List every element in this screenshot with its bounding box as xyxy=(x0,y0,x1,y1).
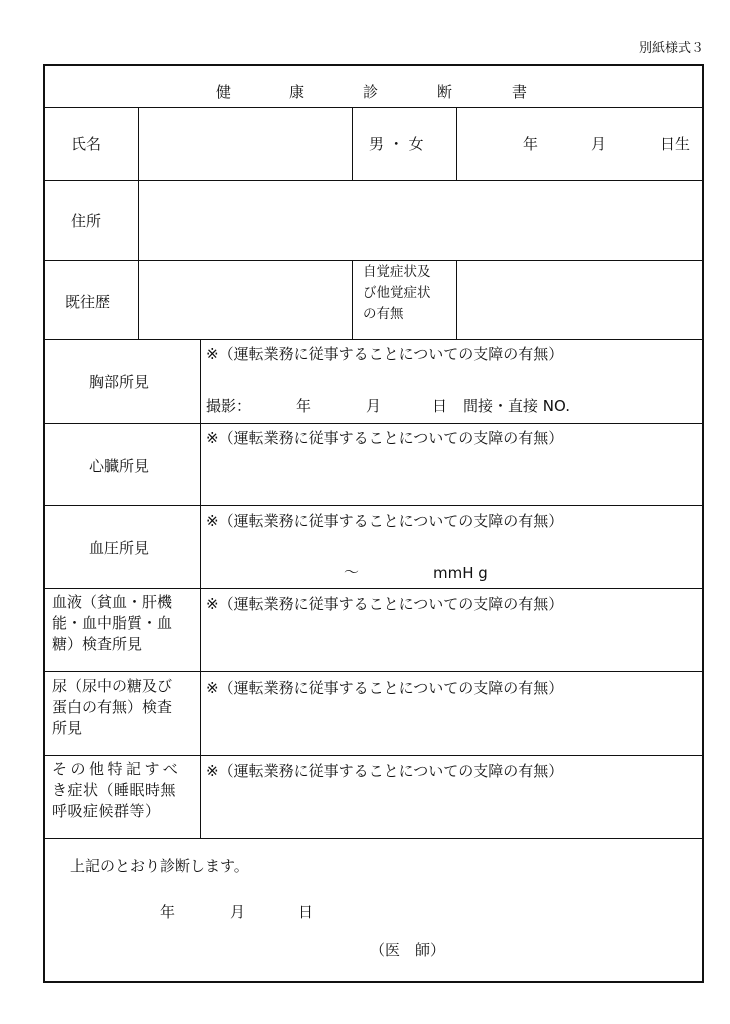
column-divider xyxy=(352,260,353,339)
row-divider xyxy=(45,755,702,756)
symptoms-field[interactable] xyxy=(457,261,701,338)
title-char: 健 xyxy=(216,83,232,101)
heart-field[interactable] xyxy=(201,450,701,504)
row-divider xyxy=(45,671,702,672)
urine-test-field[interactable] xyxy=(201,700,701,754)
shot-label: 撮影： xyxy=(206,397,252,415)
row-divider xyxy=(45,505,702,506)
row-divider xyxy=(45,339,702,340)
birth-month-label: 月 xyxy=(591,135,607,153)
impediment-note: ※（運転業務に従事することについての支障の有無） xyxy=(206,762,564,780)
title-char: 断 xyxy=(437,83,453,101)
other-symptoms-field[interactable] xyxy=(201,783,701,837)
birth-year-label: 年 xyxy=(523,135,539,153)
impediment-note: ※（運転業務に従事することについての支障の有無） xyxy=(206,345,564,363)
urine-test-label-line: 所見 xyxy=(52,719,83,737)
symptoms-label-line: び他覚症状 xyxy=(363,285,431,301)
name-label: 氏名 xyxy=(71,135,102,153)
address-label: 住所 xyxy=(71,212,102,230)
diagnosis-statement: 上記のとおり診断します。 xyxy=(70,857,249,875)
name-field[interactable] xyxy=(139,108,351,180)
doctor-label: （医 師） xyxy=(370,941,446,959)
sign-day-label: 日 xyxy=(298,903,314,921)
blood-test-label xyxy=(52,592,198,655)
row-divider xyxy=(45,838,702,839)
bp-tilde: ～ xyxy=(344,563,360,581)
row-divider xyxy=(45,588,702,589)
row-divider xyxy=(45,423,702,424)
health-certificate-form xyxy=(43,64,704,983)
blood-test-label-line: 血液（貧血・肝機 xyxy=(52,593,173,611)
heart-label: 心臓所見 xyxy=(89,457,150,475)
column-divider xyxy=(200,339,201,838)
title-char: 診 xyxy=(363,83,379,101)
column-divider xyxy=(456,107,457,180)
address-field[interactable] xyxy=(139,181,701,259)
urine-test-label-line: 尿（尿中の糖及び xyxy=(52,677,173,695)
other-symptoms-label-line: 呼吸症候群等） xyxy=(52,802,161,820)
doctor-signature-field[interactable] xyxy=(465,932,695,972)
impediment-note: ※（運転業務に従事することについての支障の有無） xyxy=(206,429,564,447)
title-char: 書 xyxy=(512,83,528,101)
urine-test-label-line: 蛋白の有無）検査 xyxy=(52,698,173,716)
symptoms-label-line: の有無 xyxy=(363,306,404,322)
history-label: 既往歴 xyxy=(65,293,111,311)
column-divider xyxy=(352,107,353,180)
impediment-note: ※（運転業務に従事することについての支障の有無） xyxy=(206,679,564,697)
bp-unit: mmH g xyxy=(433,564,488,582)
shot-method: 間接・直接 NO. xyxy=(463,397,570,415)
sign-year-label: 年 xyxy=(160,903,176,921)
sign-month-label: 月 xyxy=(230,903,246,921)
other-symptoms-label-line: き症状（睡眠時無 xyxy=(52,781,177,799)
bp-label: 血圧所見 xyxy=(89,539,150,557)
birth-day-label: 日生 xyxy=(660,135,691,153)
history-field[interactable] xyxy=(139,261,351,338)
gender-choice[interactable]: 男 ・ 女 xyxy=(369,135,424,153)
other-symptoms-label-line: その他特記すべ xyxy=(52,760,182,778)
impediment-note: ※（運転業務に従事することについての支障の有無） xyxy=(206,512,564,530)
shot-month-label: 月 xyxy=(366,397,382,415)
blood-test-field[interactable] xyxy=(201,616,701,670)
title-char: 康 xyxy=(289,83,305,101)
shot-year-label: 年 xyxy=(296,397,312,415)
other-symptoms-label xyxy=(52,759,198,822)
blood-test-label-line: 糖）検査所見 xyxy=(52,635,143,653)
form-number: 別紙様式３ xyxy=(638,41,704,56)
urine-test-label xyxy=(52,676,198,739)
symptoms-label-line: 自覚症状及 xyxy=(363,264,431,280)
shot-day-label: 日 xyxy=(432,397,448,415)
blood-test-label-line: 能・血中脂質・血 xyxy=(52,614,173,632)
symptoms-label xyxy=(363,262,453,325)
impediment-note: ※（運転業務に従事することについての支障の有無） xyxy=(206,595,564,613)
chest-label: 胸部所見 xyxy=(89,373,150,391)
